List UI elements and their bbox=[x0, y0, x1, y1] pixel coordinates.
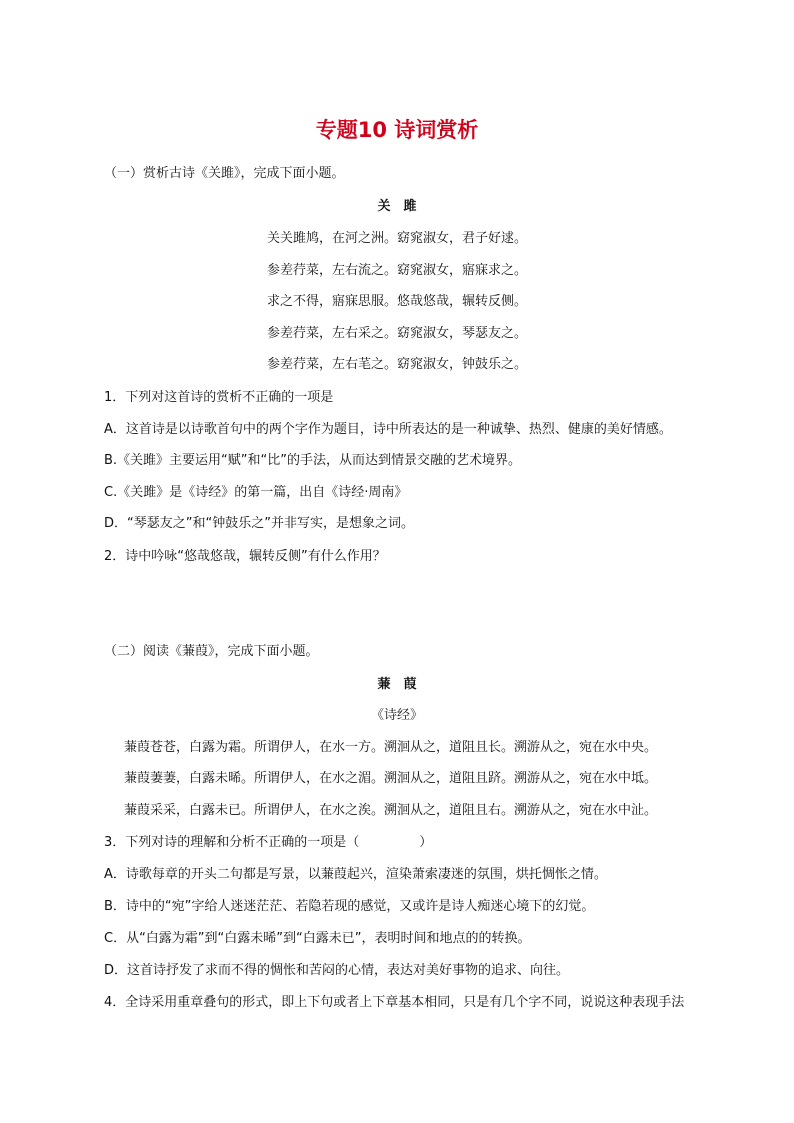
question-3-text: 3．下列对诗的理解和分析不正确的一项是（ bbox=[104, 835, 360, 850]
question-3 bbox=[104, 834, 432, 852]
section2-poem-line: 蒹葭苍苍，白露为霜。所谓伊人，在水一方。溯洄从之，道阻且长。溯游从之，宛在水中央。 bbox=[124, 740, 658, 755]
section2-poem-source: 《诗经》 bbox=[370, 708, 423, 723]
question-2: 2．诗中吟咏“悠哉悠哉，辗转反侧”有什么作用？ bbox=[104, 549, 386, 564]
question-3-option-d: D．这首诗抒发了求而不得的惆怅和苦闷的心情，表达对美好事物的追求、向往。 bbox=[104, 963, 570, 978]
section2-intro: （二）阅读《蒹葭》，完成下面小题。 bbox=[104, 644, 319, 659]
page-title: 专题10 诗词赏析 bbox=[315, 118, 479, 142]
question-1-option-c: C.《关雎》是《诗经》的第一篇，出自《诗经·周南》 bbox=[104, 485, 408, 500]
question-1-option-a: A．这首诗是以诗歌首句中的两个字作为题目，诗中所表达的是一种诚挚、热烈、健康的美好情感。 bbox=[104, 422, 672, 437]
question-1-option-b: B.《关雎》主要运用“赋”和“比”的手法，从而达到情景交融的艺术境界。 bbox=[104, 453, 521, 468]
section2-poem-line: 蒹葭萋萋，白露未晞。所谓伊人，在水之湄。溯洄从之，道阻且跻。溯游从之，宛在水中坻。 bbox=[124, 771, 658, 786]
question-3-option-c: C．从“白露为霜”到“白露未晞”到“白露未已”，表明时间和地点的的转换。 bbox=[104, 931, 531, 946]
section1-poem-line: 关关雎鸠，在河之洲。窈窕淑女，君子好逑。 bbox=[266, 231, 527, 246]
question-3-option-b: B．诗中的“宛”字给人迷迷茫茫、若隐若现的感觉，又或许是诗人痴迷心境下的幻觉。 bbox=[104, 899, 595, 914]
section1-poem-line: 参差荇菜，左右流之。窈窕淑女，寤寐求之。 bbox=[266, 263, 527, 278]
question-1: 1．下列对这首诗的赏析不正确的一项是 bbox=[104, 390, 334, 405]
section1-poem-line: 求之不得，寤寐思服。悠哉悠哉，辗转反侧。 bbox=[266, 294, 527, 309]
section2-poem-line: 蒹葭采采，白露未已。所谓伊人，在水之涘。溯洄从之，道阻且右。溯游从之，宛在水中沚。 bbox=[124, 803, 658, 818]
question-1-option-d: D．“琴瑟友之”和“钟鼓乐之”并非写实，是想象之词。 bbox=[104, 516, 414, 531]
question-4: 4．全诗采用重章叠句的形式，即上下句或者上下章基本相同，只是有几个字不同，说说这种表现手法 bbox=[104, 995, 685, 1010]
section1-poem-title: 关 雎 bbox=[377, 199, 417, 214]
section1-intro: （一）赏析古诗《关雎》，完成下面小题。 bbox=[104, 166, 345, 181]
question-3-option-a: A．诗歌每章的开头二句都是写景，以蒹葭起兴，渲染萧索凄迷的氛围，烘托惆怅之情。 bbox=[104, 867, 607, 882]
section1-poem-line: 参差荇菜，左右芼之。窈窕淑女，钟鼓乐之。 bbox=[266, 357, 527, 372]
section1-poem-line: 参差荇菜，左右采之。窈窕淑女，琴瑟友之。 bbox=[266, 326, 527, 341]
question-3-close: ） bbox=[419, 835, 433, 850]
section2-poem-title: 蒹 葭 bbox=[377, 677, 417, 692]
